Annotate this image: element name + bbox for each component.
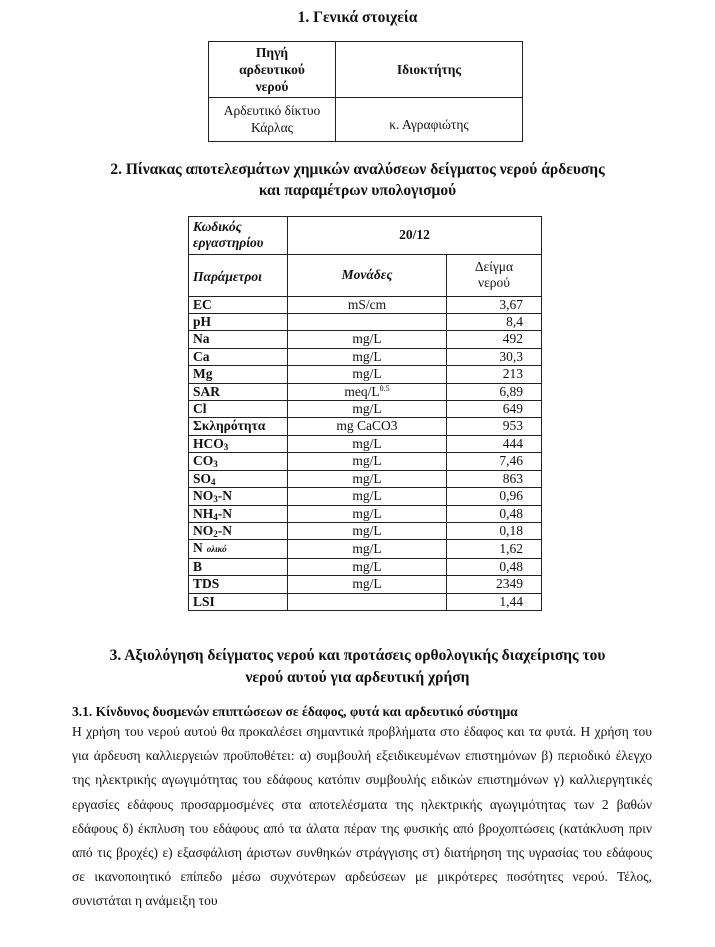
- source-line: Αρδευτικό δίκτυο: [223, 103, 321, 118]
- param-subscript: 4: [211, 476, 216, 487]
- param-subscript: 3: [223, 441, 229, 452]
- value-cell: 7,46: [447, 453, 542, 470]
- table-row: [189, 418, 542, 435]
- table-row: [189, 401, 542, 418]
- value-cell: 492: [447, 331, 542, 348]
- param-cell: [189, 314, 288, 331]
- owner-cell: κ. Αγραφιώτης: [336, 98, 523, 142]
- body-paragraph: Η χρήση του νερού αυτού θα προκαλέσει σημαντικά προβλήματα στο έδαφος και τα φυτά. Η χρήση του για άρδευση καλλιεργειών προϋποθέτει: α) συμβουλή εξειδικευμένων επιστημόνων β) περιοδικό έλεγχο της ηλεκτρικής αγωγιμότητας του εδάφους κατόπιν συμβουλής ειδικών επιστημόνων γ) καλλιεργητικές εργασίες εδάφους προσαρμοσμένες στα αποτελέσματα της ηλεκτρικής αγωγιμότητας των 2 βαθών εδάφους δ) έκπλυση του εδάφους από τα άλατα πέραν της φυσικής από βροχοπτώσεις (κατάκλυση πριν από τις βροχές) ε) εξασφάλιση άριστων συνθηκών στράγγισης στ) διατήρηση της υγρασίας του εδάφους σε ικανοποιητικό επίπεδο μέσω συχνότερων αρδεύσεων με μικρότερες ποσότητες νερού. Τέλος, συνιστάται η ανάμειξη του: [72, 724, 652, 909]
- units-text: mg/L: [352, 348, 382, 364]
- param-cell: [189, 522, 288, 539]
- table-row: [189, 383, 542, 400]
- param-name: NO: [193, 488, 214, 504]
- table-row: [189, 314, 542, 331]
- units-cell: [288, 348, 447, 365]
- param-cell: [189, 296, 288, 313]
- param-name: Mg: [193, 366, 213, 382]
- section-3-title-line: νερού αυτού για αρδευτική χρήση: [245, 669, 470, 686]
- header-source-line: Πηγή: [255, 45, 289, 60]
- section-1-title: 1. Γενικά στοιχεία: [297, 9, 418, 26]
- param-name: SO: [193, 470, 212, 486]
- param-name: HCO: [193, 435, 224, 451]
- col-sample: [447, 254, 542, 296]
- units-text: mg/L: [352, 435, 382, 451]
- table-row: [189, 254, 542, 296]
- section-3-title: [60, 645, 655, 689]
- value-cell: 0,18: [447, 522, 542, 539]
- header-source-line: αρδευτικού: [239, 62, 305, 77]
- col-units: Μονάδες: [288, 254, 447, 296]
- param-name: Σκληρότητα: [193, 418, 266, 434]
- units-cell: [288, 383, 447, 400]
- param-name: pH: [193, 314, 212, 330]
- units-text: mg/L: [352, 522, 382, 538]
- units-text: mg/L: [352, 401, 382, 417]
- param-cell: [189, 366, 288, 383]
- param-cell: [189, 348, 288, 365]
- analysis-rows: [189, 296, 542, 610]
- units-cell: [288, 593, 447, 610]
- param-name: B: [193, 558, 203, 574]
- table-row: [209, 98, 523, 142]
- param-name: CO: [193, 453, 214, 469]
- param-name: Ca: [193, 348, 210, 364]
- param-cell: [189, 540, 288, 558]
- param-suffix: -N: [217, 488, 232, 504]
- units-cell: [288, 453, 447, 470]
- units-text: mg/L: [352, 576, 382, 592]
- table-row: [189, 296, 542, 313]
- units-cell: [288, 540, 447, 558]
- table-row: [189, 217, 542, 255]
- param-cell: [189, 435, 288, 452]
- param-suffix: -N: [217, 505, 232, 521]
- param-name: NO: [193, 522, 214, 538]
- col-param: Παράμετροι: [189, 254, 288, 296]
- table-row: [189, 522, 542, 539]
- param-subscript: 2: [213, 528, 218, 539]
- param-name: SAR: [193, 383, 221, 399]
- param-cell: [189, 401, 288, 418]
- value-cell: 444: [447, 435, 542, 452]
- value-cell: 6,89: [447, 383, 542, 400]
- header-owner: Ιδιοκτήτης: [336, 42, 523, 98]
- param-cell: [189, 331, 288, 348]
- col-sample-line: Δείγμα: [474, 258, 514, 274]
- units-cell: [288, 296, 447, 313]
- units-text: mg/L: [352, 488, 382, 504]
- value-cell: 0,48: [447, 505, 542, 522]
- source-line: Κάρλας: [250, 120, 294, 135]
- units-cell: [288, 314, 447, 331]
- section-2-title-line: και παραμέτρων υπολογισμού: [258, 182, 457, 199]
- subsection-3-1-title: 3.1. Κίνδυνος δυσμενών επιπτώσεων σε έδαφος, φυτά και αρδευτικό σύστημα: [72, 704, 518, 719]
- value-cell: 1,44: [447, 593, 542, 610]
- units-cell: [288, 366, 447, 383]
- col-sample-line: νερού: [478, 275, 510, 291]
- value-cell: 953: [447, 418, 542, 435]
- units-cell: [288, 435, 447, 452]
- units-text: mS/cm: [347, 296, 387, 312]
- table-row: [189, 453, 542, 470]
- param-cell: [189, 576, 288, 593]
- value-cell: 0,48: [447, 558, 542, 575]
- units-cell: [288, 505, 447, 522]
- table-row: [189, 558, 542, 575]
- units-text: mg CaCO3: [336, 418, 398, 434]
- header-source-line: νερού: [255, 79, 289, 94]
- section-3-title-line: 3. Αξιολόγηση δείγματος νερού και προτάσεις ορθολογικής διαχείρισης του: [109, 647, 606, 664]
- lab-code-label-line: Κωδικός: [193, 219, 242, 234]
- units-text: mg/L: [352, 505, 382, 521]
- table-row: [189, 470, 542, 487]
- table-row: [189, 488, 542, 505]
- header-source: [209, 42, 336, 98]
- section-2-title: [0, 159, 715, 201]
- analysis-table: [188, 216, 542, 611]
- value-cell: 3,67: [447, 296, 542, 313]
- table-row: [209, 42, 523, 98]
- table-row: [189, 366, 542, 383]
- units-text: mg/L: [352, 470, 382, 486]
- value-cell: 0,96: [447, 488, 542, 505]
- param-name: NH: [193, 505, 214, 521]
- value-cell: 1,62: [447, 540, 542, 558]
- units-text: mg/L: [352, 453, 382, 469]
- units-cell: [288, 401, 447, 418]
- param-cell: [189, 558, 288, 575]
- units-cell: [288, 418, 447, 435]
- param-name: LSI: [193, 593, 215, 609]
- units-cell: [288, 488, 447, 505]
- value-cell: 649: [447, 401, 542, 418]
- units-text: mg/L: [352, 558, 382, 574]
- section-2-title-line: 2. Πίνακας αποτελεσμάτων χημικών αναλύσεων δείγματος νερού άρδευσης: [110, 161, 605, 178]
- param-subscript: 3: [213, 494, 218, 505]
- units-text: mg/L: [352, 331, 382, 347]
- units-text: mg/L: [352, 540, 382, 556]
- lab-code: 20/12: [288, 217, 542, 255]
- value-cell: 863: [447, 470, 542, 487]
- table-row: [189, 576, 542, 593]
- param-cell: [189, 383, 288, 400]
- param-subscript: 4: [213, 511, 218, 522]
- param-cell: [189, 505, 288, 522]
- param-name: TDS: [193, 576, 220, 592]
- table-row: [189, 593, 542, 610]
- param-name: Na: [193, 331, 210, 347]
- general-info-table: [208, 41, 523, 142]
- param-cell: [189, 593, 288, 610]
- table-row: [189, 435, 542, 452]
- param-cell: [189, 453, 288, 470]
- table-row: [189, 540, 542, 558]
- source-cell: [209, 98, 336, 142]
- value-cell: 30,3: [447, 348, 542, 365]
- value-cell: 8,4: [447, 314, 542, 331]
- param-name: Cl: [193, 401, 207, 417]
- param-cell: [189, 418, 288, 435]
- units-cell: [288, 558, 447, 575]
- units-superscript: 0.5: [379, 383, 390, 393]
- param-cell: [189, 488, 288, 505]
- units-cell: [288, 576, 447, 593]
- lab-code-label: [189, 217, 288, 255]
- param-suffix: -N: [217, 522, 232, 538]
- units-text: mg/L: [352, 366, 382, 382]
- table-row: [189, 348, 542, 365]
- value-cell: 213: [447, 366, 542, 383]
- units-cell: [288, 522, 447, 539]
- units-cell: [288, 331, 447, 348]
- lab-code-label-line: εργαστηρίου: [193, 235, 264, 251]
- param-cell: [189, 470, 288, 487]
- units-cell: [288, 470, 447, 487]
- param-qualifier: ολικό: [206, 544, 227, 555]
- param-name: EC: [193, 296, 212, 312]
- table-row: [189, 331, 542, 348]
- param-name: N: [193, 540, 203, 556]
- units-text: meq/L: [344, 383, 380, 399]
- value-cell: 2349: [447, 576, 542, 593]
- param-subscript: 3: [213, 459, 218, 470]
- table-row: [189, 505, 542, 522]
